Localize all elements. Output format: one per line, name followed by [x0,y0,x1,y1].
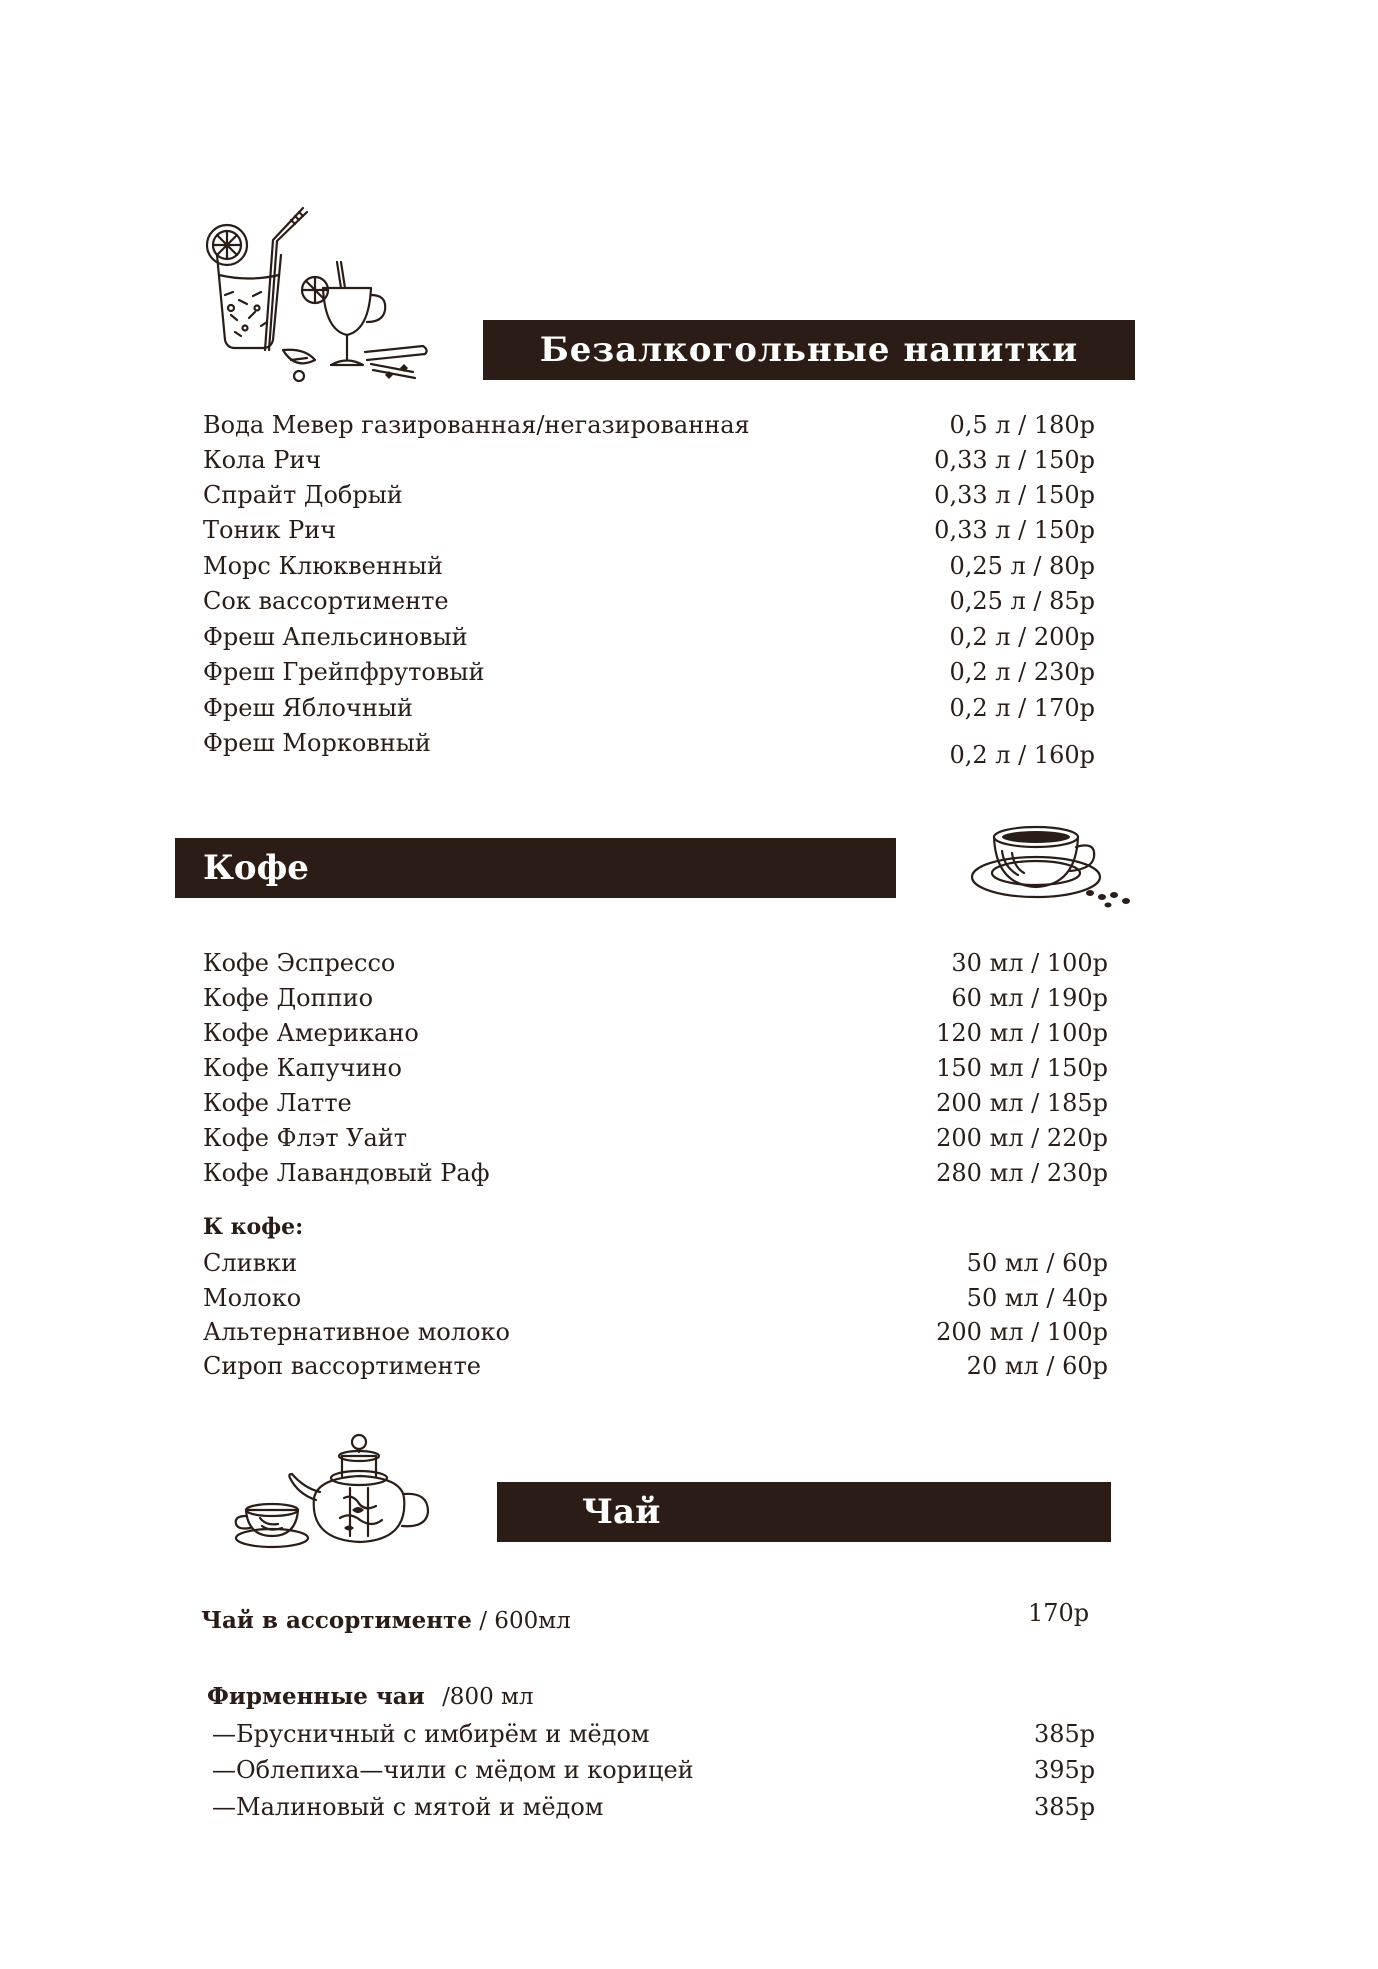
soft-drinks-list [0,408,1378,768]
item-price: 0,33 л / 150р [934,481,1095,509]
item-price: 200 мл / 185р [936,1089,1108,1117]
list-item [0,620,1378,654]
list-item [0,1790,1378,1824]
tea-assorted-label [201,1604,571,1638]
teapot-teacup-icon [232,1428,432,1558]
item-name: —Брусничный с имбирём и мёдом [212,1720,650,1748]
item-name: Фреш Апельсиновый [203,623,468,651]
item-price: 0,2 л / 230р [949,658,1095,686]
tea-signature-header [207,1680,534,1714]
item-price: 385р [1034,1793,1096,1821]
item-name: Фреш Яблочный [203,694,413,722]
list-item [0,1156,1378,1190]
item-name: —Облепиха—чили с мёдом и корицей [212,1756,694,1784]
tea-signature-label: Фирменные чаи [207,1683,425,1710]
item-price: 50 мл / 40р [966,1284,1108,1312]
tea-assorted-row [0,1599,1378,1638]
item-price: 0,33 л / 150р [934,446,1095,474]
item-name: Фреш Грейпфрутовый [203,658,485,686]
item-price: 0,2 л / 160р [949,741,1095,769]
list-item [0,1086,1378,1120]
item-price: 0,2 л / 200р [949,623,1095,651]
list-item [0,1753,1378,1787]
item-price: 30 мл / 100р [951,949,1108,977]
item-name: Сок вассортименте [203,587,449,615]
list-item [0,1717,1378,1751]
tea-assorted-name: Чай в ассортименте [201,1607,472,1634]
list-item [0,946,1378,980]
item-price: 50 мл / 60р [966,1249,1108,1277]
list-item [0,1349,1378,1383]
tea-assorted-price: 170р [1028,1599,1090,1627]
item-name: Кофе Американо [203,1019,419,1047]
item-price: 0,2 л / 170р [949,694,1095,722]
list-item [0,584,1378,618]
coffee-addons-label: К кофе: [203,1214,304,1240]
lemonade-mulled-wine-icon [195,200,435,385]
item-name: Молоко [203,1284,302,1312]
item-price: 0,5 л / 180р [949,411,1095,439]
section-title-coffee: Кофе [203,848,309,888]
tea-signature-list [0,1717,1378,1827]
tea-assorted-volume: / 600мл [479,1608,571,1634]
item-name: Кола Рич [203,446,322,474]
item-name: Морс Клюквенный [203,552,443,580]
section-bar-coffee [175,838,896,898]
item-name: Кофе Флэт Уайт [203,1124,408,1152]
coffee-addons-list [0,1246,1378,1386]
item-price: 200 мл / 220р [936,1124,1108,1152]
item-name: Вода Мевер газированная/негазированная [203,411,750,439]
list-item [0,1281,1378,1315]
item-price: 0,25 л / 80р [949,552,1095,580]
list-item [0,691,1378,725]
item-name: Фреш Морковный [203,729,431,757]
list-item [0,1246,1378,1280]
section-title-tea: Чай [582,1492,661,1532]
item-name: Кофе Лавандовый Раф [203,1159,490,1187]
item-name: Кофе Доппио [203,984,374,1012]
list-item [0,408,1378,442]
section-title-soft-drinks: Безалкогольные напитки [539,330,1079,370]
item-name: Сироп вассортименте [203,1352,481,1380]
item-price: 0,25 л / 85р [949,587,1095,615]
list-item [0,981,1378,1015]
tea-signature-volume: /800 мл [442,1684,534,1710]
item-price: 150 мл / 150р [936,1054,1108,1082]
section-bar-tea [497,1482,1111,1542]
item-name: Спрайт Добрый [203,481,403,509]
list-item [0,1315,1378,1349]
list-item [0,726,1378,769]
list-item [0,1016,1378,1050]
item-price: 60 мл / 190р [951,984,1108,1012]
item-price: 200 мл / 100р [936,1318,1108,1346]
list-item [0,478,1378,512]
list-item [0,1121,1378,1155]
coffee-cup-icon [968,815,1138,915]
item-price: 395р [1034,1756,1096,1784]
list-item [0,549,1378,583]
item-name: —Малиновый с мятой и мёдом [212,1793,604,1821]
item-price: 0,33 л / 150р [934,516,1095,544]
item-name: Альтернативное молоко [203,1318,510,1346]
item-name: Кофе Латте [203,1089,352,1117]
item-name: Кофе Капучино [203,1054,402,1082]
list-item [0,655,1378,689]
item-name: Тоник Рич [203,516,337,544]
list-item [0,513,1378,547]
item-price: 120 мл / 100р [936,1019,1108,1047]
coffee-list [0,946,1378,1196]
item-price: 20 мл / 60р [966,1352,1108,1380]
item-name: Кофе Эспрессо [203,949,396,977]
item-name: Сливки [203,1249,298,1277]
list-item [0,1051,1378,1085]
section-bar-soft-drinks [483,320,1135,380]
item-price: 385р [1034,1720,1096,1748]
item-price: 280 мл / 230р [936,1159,1108,1187]
list-item [0,443,1378,477]
